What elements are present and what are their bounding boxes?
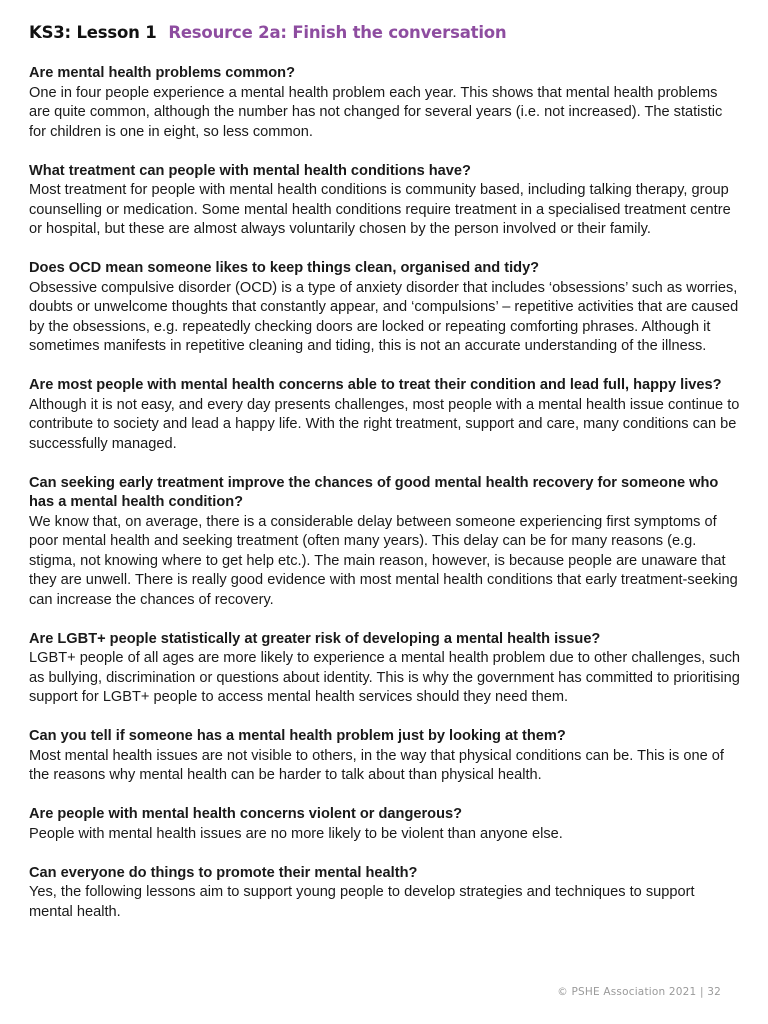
question-text: What treatment can people with mental health conditions have? [29,162,471,179]
answer-text: People with mental health issues are no more likely to be violent than anyone else. [29,825,563,842]
qa-item [29,474,741,611]
answer-text: Yes, the following lessons aim to support young people to develop strategies and techniques to support mental health. [29,884,695,920]
answer-text: Obsessive compulsive disorder (OCD) is a type of anxiety disorder that includes ‘obsessions’ such as worries, doubts or unwelcome thoughts that constantly appear, and ‘compulsions’ – repetitive activities that are caused by the obsessions, e.g. repeatedly checking doors are locked or repeating comforting phrases. Although it sometimes manifests in repetitive cleaning and tiding, this is not an accurate understanding of the illness. [29,279,739,354]
answer-text: One in four people experience a mental health problem each year. This shows that mental health problems are quite common, although the number has not changed for several years (i.e. not increased). The statistic for children is one in eight, so less common. [29,84,723,140]
qa-item [29,64,741,142]
page-header [29,22,741,44]
question-text: Are LGBT+ people statistically at greater risk of developing a mental health issue? [29,630,601,647]
qa-item [29,805,741,844]
question-text: Can you tell if someone has a mental health problem just by looking at them? [29,728,566,744]
footer-copyright: © PSHE Association 2021 | 32 [557,986,721,998]
qa-item [29,162,741,240]
question-text: Can everyone do things to promote their mental health? [29,864,418,881]
qa-item [29,727,741,786]
question-text: Are people with mental health concerns violent or dangerous? [29,806,463,822]
lesson-title: KS3: Lesson 1 [29,23,157,42]
question-text: Does OCD mean someone likes to keep things clean, organised and tidy? [29,260,540,276]
qa-item [29,630,741,708]
answer-text: LGBT+ people of all ages are more likely to experience a mental health problem due to other challenges, such as bullying, discrimination or questions about identity. This is why the government has committed to prioritising support for LGBT+ people to access mental health services should they need them. [29,650,741,705]
answer-text: We know that, on average, there is a considerable delay between someone experiencing first symptoms of poor mental health and seeking treatment (often many years). This delay can be for many reasons (e.g. stigma, not knowing where to get help etc.). The main reason, however, is because people are unaware that they are unwell. There is really good evidence with most mental health conditions that early treatment-seeking can increase the chances of recovery. [29,513,738,608]
qa-item [29,864,741,923]
question-text: Are mental health problems common? [29,65,295,81]
qa-item [29,376,741,454]
document-page [29,22,741,942]
question-text: Are most people with mental health concerns able to treat their condition and lead full, happy lives? [29,377,722,393]
resource-title: Resource 2a: Finish the conversation [168,23,507,42]
answer-text: Although it is not easy, and every day presents challenges, most people with a mental health issue continue to contribute to society and lead a happy life. With the right treatment, support and care, many conditions can be successfully managed. [29,396,740,452]
qa-item [29,259,741,357]
answer-text: Most treatment for people with mental health conditions is community based, including talking therapy, group counselling or medication. Some mental health conditions require treatment in a specialised treatment centre or hospital, but these are almost always voluntarily chosen by the person involved or their family. [29,182,731,237]
question-text: Can seeking early treatment improve the chances of good mental health recovery for someone who has a mental health condition? [29,474,719,510]
answer-text: Most mental health issues are not visible to others, in the way that physical conditions can be. This is one of the reasons why mental health can be harder to talk about than physical health. [29,747,724,783]
